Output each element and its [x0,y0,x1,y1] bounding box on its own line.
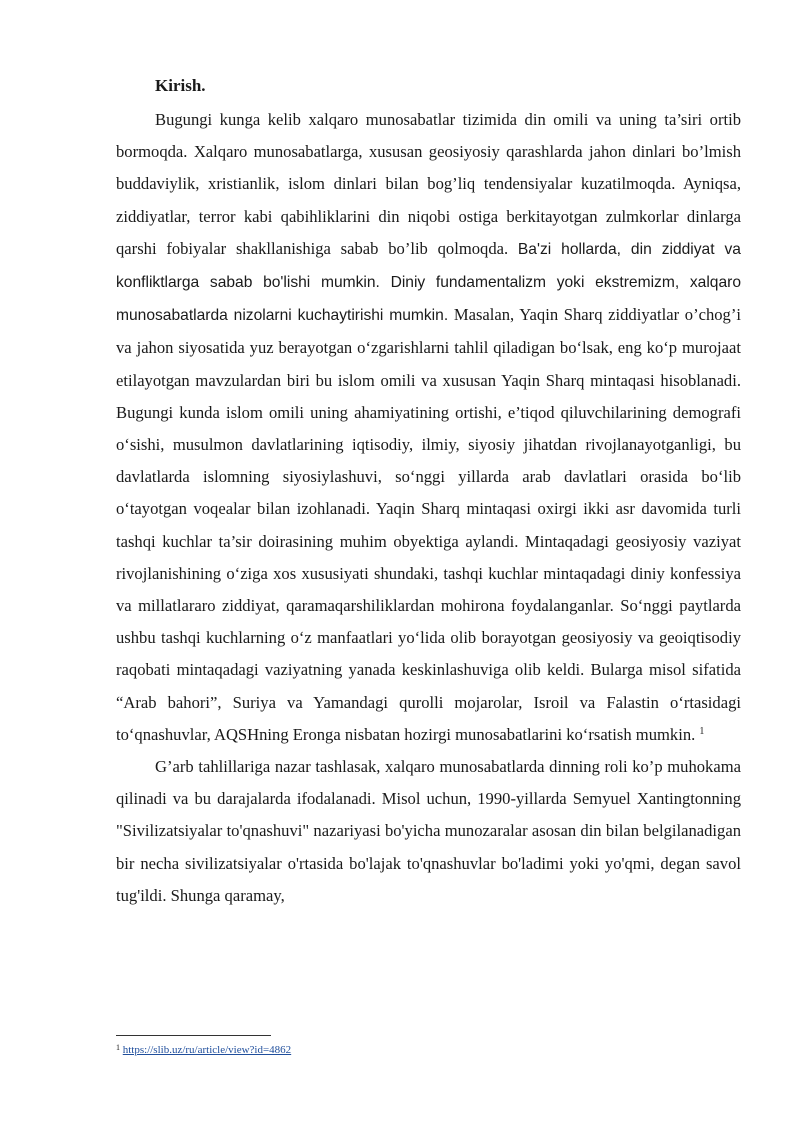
paragraph-2: G’arb tahlillariga nazar tashlasak, xalqaro munosabatlarda dinning roli ko’p muhokama qilinadi va bu darajalarda ifodalanadi. Misol uchun, 1990-yillarda Semyuel Xantingtonning "Sivilizatsiyalar to'qnashuvi" nazariyasi bo'yicha munozaralar asosan din bilan belgilanadigan bir necha sivilizatsiyalar o'rtasida bo'lajak to'qnashuvlar bo'ladimi yoki yo'qmi, degan savol tug'ildi. Shunga qaramay, [116,757,741,905]
footnote-separator [116,1035,271,1036]
paragraph-1-part-3: Masalan, Yaqin Sharq ziddiyatlar o’chog’i va jahon siyosatida yuz berayotgan o‘zgarishlarni tahlil qiladigan bo‘lsak, eng ko‘p murojaat etilayotgan mavzulardan biri bu islom omili va xususan Yaqin Sharq mintaqasi hisoblanadi. Bugungi kunda islom omili uning ahamiyatining ortishi, e’tiqod qiluvchilarining demografi o‘sishi, musulmon davlatlarining iqtisodiy, ilmiy, siyosiy jihatdan rivojlanayotganligi, bu davlatlarda islomning siyosiylashuvi, so‘nggi yillarda arab davlatlari orasida bo‘lib o‘tayotgan voqealar bilan izohlanadi. Yaqin Sharq mintaqasi oxirgi ikki asr davomida turli tashqi kuchlar ta’sir doirasining muhim obyektiga aylandi. Mintaqadagi geosiyosiy vaziyat rivojlanishining o‘ziga xos xususiyati shundaki, tashqi kuchlar mintaqadagi diniy konfessiya va millatlararo ziddiyat, qaramaqarshiliklardan mohirona foydalanganlar. So‘nggi paytlarda ushbu tashqi kuchlarning o‘z manfaatlari yo‘lida olib borayotgan geosiyosiy va geoiqtisodiy raqobati mintaqadagi vaziyatning yanada keskinlashuviga olib keldi. Bularga misol sifatida “Arab bahori”, Suriya va Yamandagi qurolli mojarolar, Isroil va Falastin o‘rtasidagi to‘qnashuvlar, AQSHning Eronga nisbatan hozirgi munosabatlarini ko‘rsatish mumkin. [116,305,741,744]
body-text [116,104,741,912]
paragraph-1-part-1: Bugungi kunga kelib xalqaro munosabatlar tizimida din omili va uning ta’siri ortib bormoqda. Xalqaro munosabatlarga, xususan geosiyosiy qarashlarda jahon dinlari bo’lmish buddaviylik, xristianlik, islom dinlari bilan bog’liq tendensiyalar kuzatilmoqda. Ayniqsa, ziddiyatlar, terror kabi qabihliklarini din niqobi ostiga berkitayotgan zulmkorlar dinlarga qarshi fobiyalar shakllanishiga sabab bo’lib qolmoqda. [116,110,741,258]
heading-kirish: Kirish. [155,76,206,95]
footnote-number: 1 [116,1043,120,1052]
paragraph-1-part-2: Ba'zi hollarda, din ziddiyat va konfliktlarga sabab bo'lishi mumkin. Diniy fundamentalizm yoki ekstremizm, xalqaro munosabatlarda nizolarni kuchaytirishi mumkin. [116,240,741,325]
paragraph-1 [116,104,741,751]
footnote [116,1041,291,1057]
footnote-reference: 1 [699,725,705,737]
footnote-link[interactable]: https://slib.uz/ru/article/view?id=4862 [122,1044,292,1056]
